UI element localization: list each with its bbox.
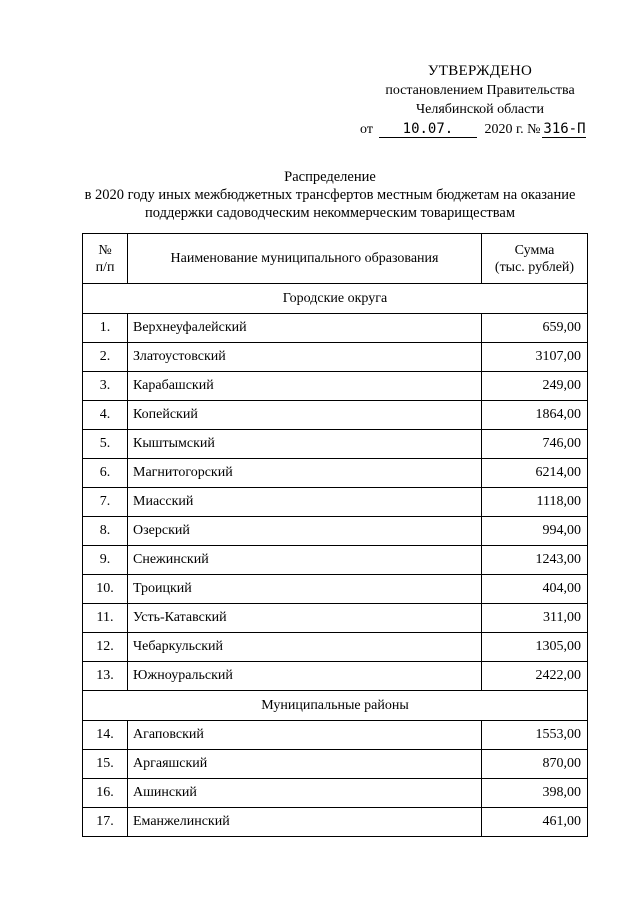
header-sum [482,234,588,284]
approval-line-1: постановлением Правительства [385,83,575,98]
sum-value: 1864,00 [482,401,588,430]
row-number: 9. [83,546,128,575]
table-body [83,284,588,837]
sum-value: 398,00 [482,779,588,808]
row-number: 6. [83,459,128,488]
document-title [60,168,600,222]
table-row [83,488,588,517]
table-row [83,314,588,343]
municipality-name: Агаповский [128,721,482,750]
table-row [83,343,588,372]
sum-value: 2422,00 [482,662,588,691]
row-number: 14. [83,721,128,750]
table-row [83,517,588,546]
municipality-name: Южноуральский [128,662,482,691]
municipality-name: Троицкий [128,575,482,604]
sum-value: 1305,00 [482,633,588,662]
row-number: 7. [83,488,128,517]
table-row [83,721,588,750]
row-number: 10. [83,575,128,604]
municipality-name: Усть-Катавский [128,604,482,633]
row-number: 3. [83,372,128,401]
decree-year: 2020 г. № [484,122,541,137]
sum-value: 6214,00 [482,459,588,488]
municipality-name: Златоустовский [128,343,482,372]
row-number: 4. [83,401,128,430]
header-sum-line-2: (тыс. рублей) [494,259,575,275]
decree-date: 10.07. [379,121,477,138]
section-title: Городские округа [83,284,588,314]
table-row [83,604,588,633]
municipality-name: Миасский [128,488,482,517]
section-title: Муниципальные районы [83,691,588,721]
title-line-2: в 2020 году иных межбюджетных трансфертов местным бюджетам на оказание [84,187,576,203]
table-row [83,779,588,808]
table-row [83,546,588,575]
table-header-row [83,234,588,284]
sum-value: 659,00 [482,314,588,343]
row-number: 15. [83,750,128,779]
municipality-name: Карабашский [128,372,482,401]
municipality-name: Копейский [128,401,482,430]
row-number: 5. [83,430,128,459]
table-row [83,750,588,779]
municipality-name: Чебаркульский [128,633,482,662]
approval-dateline [360,120,600,139]
sum-value: 249,00 [482,372,588,401]
sum-value: 461,00 [482,808,588,837]
header-name: Наименование муниципального образования [128,234,482,284]
table-row [83,372,588,401]
table-row [83,633,588,662]
table-row [83,430,588,459]
row-number: 17. [83,808,128,837]
sum-value: 404,00 [482,575,588,604]
section-row [83,691,588,721]
sum-value: 1243,00 [482,546,588,575]
municipality-name: Магнитогорский [128,459,482,488]
title-line-3: поддержки садоводческим некоммерческим товариществам [144,205,516,221]
sum-value: 870,00 [482,750,588,779]
row-number: 11. [83,604,128,633]
section-row [83,284,588,314]
table-row [83,459,588,488]
row-number: 2. [83,343,128,372]
municipality-name: Ашинский [128,779,482,808]
municipality-name: Озерский [128,517,482,546]
row-number: 12. [83,633,128,662]
municipality-name: Кыштымский [128,430,482,459]
municipality-name: Верхнеуфалейский [128,314,482,343]
header-number [83,234,128,284]
header-sum-line-1: Сумма [514,242,555,258]
table-row [83,401,588,430]
approval-block [360,62,600,139]
approval-stamp: УТВЕРЖДЕНО [427,63,533,79]
sum-value: 1118,00 [482,488,588,517]
row-number: 16. [83,779,128,808]
row-number: 8. [83,517,128,546]
sum-value: 1553,00 [482,721,588,750]
municipality-name: Снежинский [128,546,482,575]
table-row [83,662,588,691]
distribution-table [82,233,588,837]
title-line-1: Распределение [284,169,376,185]
decree-number: 316-П [543,121,586,137]
date-prefix: от [360,122,373,137]
municipality-name: Еманжелинский [128,808,482,837]
sum-value: 311,00 [482,604,588,633]
municipality-name: Аргаяшский [128,750,482,779]
sum-value: 994,00 [482,517,588,546]
sum-value: 746,00 [482,430,588,459]
sum-value: 3107,00 [482,343,588,372]
table-row [83,575,588,604]
header-number-line-2: п/п [95,259,115,275]
header-number-line-1: № [98,242,112,258]
table-row [83,808,588,837]
row-number: 13. [83,662,128,691]
row-number: 1. [83,314,128,343]
approval-line-2: Челябинской области [416,102,544,117]
